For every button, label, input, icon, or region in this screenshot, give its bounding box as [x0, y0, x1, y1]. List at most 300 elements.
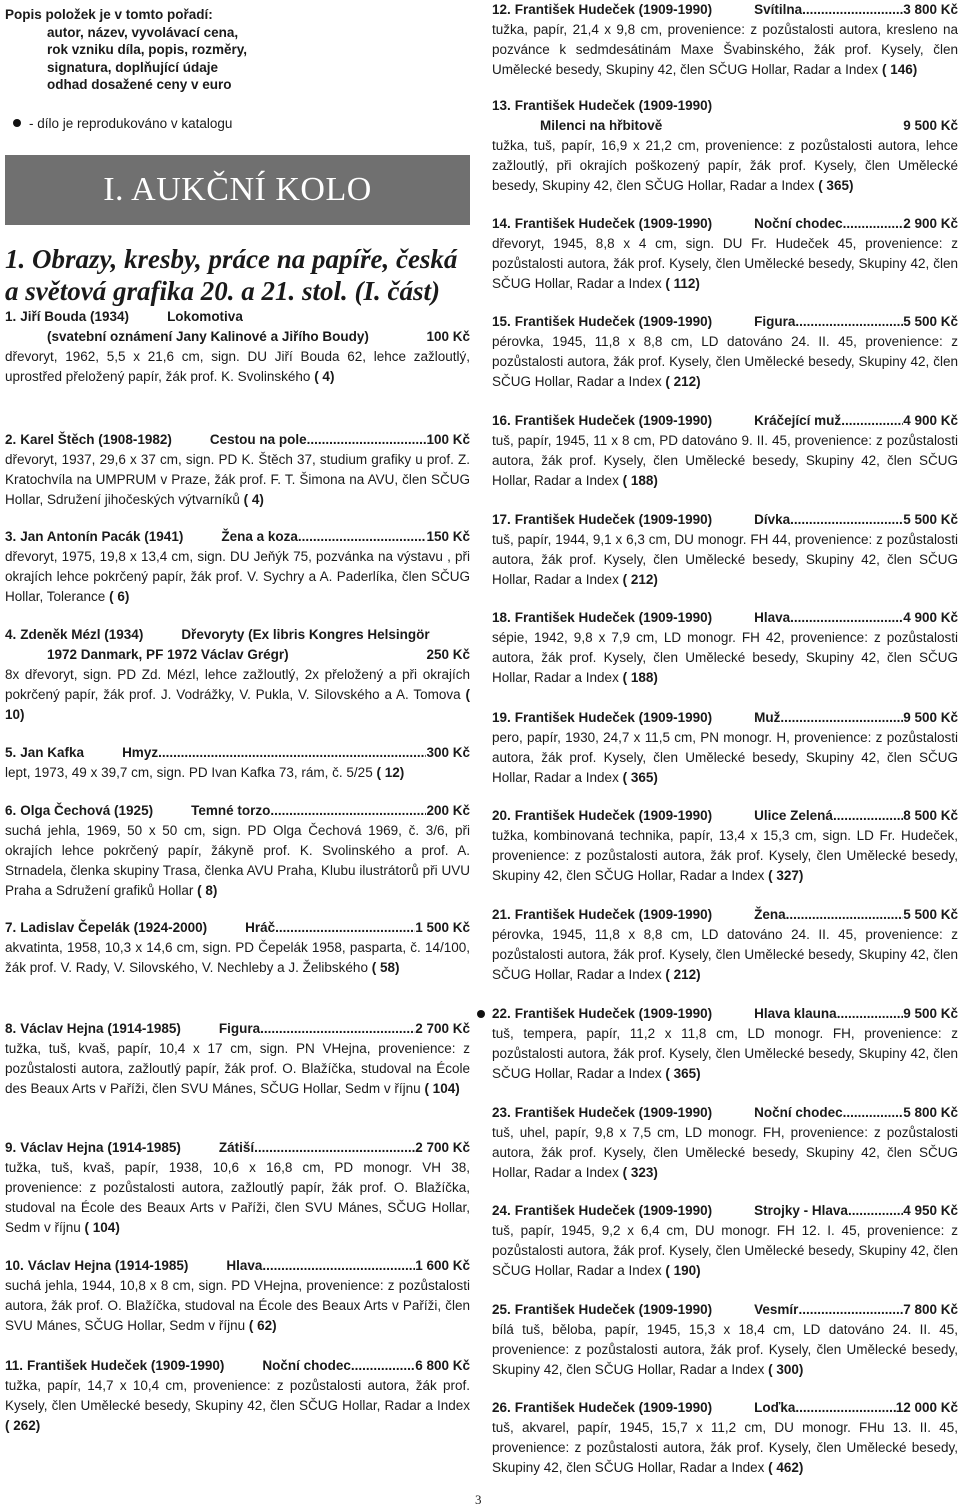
leader-dots: [841, 411, 903, 431]
lot-entry: [492, 312, 958, 392]
lot-description: [492, 1024, 958, 1084]
lot-description: [5, 547, 470, 607]
lot-entry: [492, 806, 958, 886]
lot-heading: [5, 801, 470, 821]
lot-number: 1.: [5, 309, 17, 324]
lot-description-text: akvatinta, 1958, 10,3 x 14,6 cm, sign. PD Čepelák 1958, pasparta, č. 14/100, žák prof. V. Rady, V. Silovského, V. Nechleby a J. Želibského: [5, 940, 470, 975]
lot-description-text: sépie, 1942, 9,8 x 7,9 cm, LD monogr. FH 42, provenience: z pozůstalosti autora, žák prof. Kysely, člen Umělecké besedy, Skupiny 42, člen SČUG Hollar, Radar a Index: [492, 630, 958, 685]
lot-entry: [5, 918, 470, 978]
lot-number: 2.: [5, 432, 17, 447]
spacer: [712, 1103, 754, 1123]
lot-author: František Hudeček (1909-1990): [514, 413, 713, 428]
lot-number: 14.: [492, 216, 511, 231]
lot-description: [492, 530, 958, 590]
lot-title: Žena a koza: [221, 529, 298, 544]
lot-heading: [5, 1356, 470, 1376]
lot-number: 12.: [492, 2, 511, 17]
lot-entry: [5, 527, 470, 607]
lot-number: 5.: [5, 745, 17, 760]
lot-description-text: tužka, papír, 14,7 x 10,4 cm, provenience: z pozůstalosti autora, žák prof. Kysely, člen Umělecké besedy, Skupiny 42, člen SČUG Hollar, Radar a Index: [5, 1378, 470, 1413]
intro-line: odhad dosažené ceny v euro: [47, 77, 232, 92]
lot-subtitle-text: Milenci na hřbitově: [540, 118, 663, 133]
leader-dots: [837, 1004, 904, 1024]
lot-heading: [492, 708, 958, 728]
lot-heading: [5, 918, 470, 938]
lot-title: Žena: [754, 907, 786, 922]
lot-description: [5, 763, 470, 783]
spacer: [183, 527, 221, 547]
lot-heading: [492, 510, 958, 530]
lot-price: 3 800 Kč: [903, 2, 958, 17]
lot-description-text: tuš, papír, 1944, 9,1 x 6,3 cm, DU monogr. FH 44, provenience: z pozůstalosti autora, žák prof. Kysely, člen Umělecké besedy, Skupiny 42, člen SČUG Hollar, Radar a Index: [492, 532, 958, 587]
lot-subtitle-text: (svatební oznámení Jany Kalinové a Jiřího Boudy): [47, 329, 369, 344]
lot-description: [492, 628, 958, 688]
lot-author: František Hudeček (1909-1990): [514, 907, 713, 922]
lot-estimate: ( 12): [376, 765, 405, 780]
lot-description: [5, 347, 470, 387]
page-number: 3: [475, 1492, 482, 1507]
lot-description: [5, 1276, 470, 1336]
lot-author: Jiří Bouda (1934): [20, 309, 130, 324]
lot-author: František Hudeček (1909-1990): [514, 610, 713, 625]
lot-author: František Hudeček (1909-1990): [514, 1006, 713, 1021]
lot-number: 23.: [492, 1105, 511, 1120]
lot-number: 16.: [492, 413, 511, 428]
lot-title: Cestou na pole: [209, 432, 307, 447]
lot-estimate: ( 190): [665, 1263, 701, 1278]
lot-number: 11.: [5, 1358, 24, 1373]
lot-heading: [492, 806, 958, 826]
lot-subtitle: [5, 327, 470, 347]
lot-description-text: tuš, papír, 1945, 11 x 8 cm, PD datováno 9. II. 45, provenience: z pozůstalosti autora, žák prof. Kysely, člen Umělecké besedy, Skupiny 42, člen SČUG Hollar, Radar a Index: [492, 433, 958, 488]
lot-number: 26.: [492, 1400, 511, 1415]
lot-description-text: lept, 1973, 49 x 39,7 cm, sign. PD Ivan Kafka 73, rám, č. 5/25: [5, 765, 373, 780]
lot-title: Temné torzo: [191, 803, 271, 818]
lot-author: František Hudeček (1909-1990): [514, 98, 713, 113]
lot-heading: [5, 307, 470, 327]
leader-dots: [158, 743, 426, 763]
leader-dots: [270, 801, 426, 821]
lot-entry: [492, 708, 958, 788]
spacer: [712, 1004, 754, 1024]
lot-title: Noční chodec: [262, 1358, 351, 1373]
spacer: [712, 312, 754, 332]
lot-number: 10.: [5, 1258, 24, 1273]
lot-description-text: dřevoryt, 1937, 29,6 x 37 cm, sign. PD K. Štěch 37, studium grafiky u prof. Z. Kratochvíla na UMPRUM v Praze, žák prof. F. T. Šimona na AVU, člen SČUG Hollar, Sdružení jihočeských výtvarníků: [5, 452, 470, 507]
lot-heading: [492, 1398, 958, 1418]
lot-description: [5, 1039, 470, 1099]
lot-title: Svítilna: [754, 2, 803, 17]
lot-entry: [5, 430, 470, 510]
lot-title: Noční chodec: [754, 1105, 843, 1120]
lot-description-text: suchá jehla, 1969, 50 x 50 cm, sign. PD Olga Čechová 1969, č. 3/6, při okrajích lehce pokrčený papír, žákyně prof. K. Svolinského a prof. A. Strnadela, členka skupiny Trasa, členka AVU Praha, Klubu ilustrátorů při UVU Praha a Sdružení grafiků Hollar: [5, 823, 470, 898]
lot-author: Jan Kafka: [20, 745, 85, 760]
lot-price: 4 900 Kč: [903, 610, 958, 625]
lot-heading: [492, 0, 958, 20]
lot-price: 9 500 Kč: [903, 1006, 958, 1021]
lot-estimate: ( 10): [5, 687, 470, 722]
lot-description: [5, 450, 470, 510]
lot-description-text: 8x dřevoryt, sign. PD Zd. Mézl, lehce zažloutlý, 2x přeložený a při okrajích pokrčený papír, žák prof. J. Vodrážky, V. Pukla, V. Silovského a A. Tomova: [5, 667, 470, 702]
lot-estimate: ( 365): [665, 1066, 701, 1081]
lot-description: [5, 665, 470, 725]
lot-title: Kráčející muž: [754, 413, 842, 428]
lot-title: Muž: [754, 710, 781, 725]
spacer: [712, 806, 754, 826]
leader-dots: [843, 1103, 904, 1123]
leader-dots: [262, 1256, 415, 1276]
spacer: [153, 801, 191, 821]
lot-subtitle: [492, 116, 958, 136]
order-description: [5, 6, 470, 94]
lot-entry: [5, 743, 470, 783]
spacer: [712, 708, 754, 728]
lot-title: Strojky - Hlava: [754, 1203, 848, 1218]
lot-description: [492, 1418, 958, 1478]
lot-number: 24.: [492, 1203, 511, 1218]
leader-dots: [790, 510, 903, 530]
lot-description-text: suchá jehla, 1944, 10,8 x 8 cm, sign. PD VHejna, provenience: z pozůstalosti autora, žák prof. O. Blažíčka, studoval na École des Beaux Arts v Paříži, člen SVU Mánes, SČUG Hollar, Sedm v říjnu: [5, 1278, 470, 1333]
lot-description: [5, 1376, 470, 1436]
lot-heading: [5, 625, 470, 645]
lot-heading: [492, 1201, 958, 1221]
lot-number: 15.: [492, 314, 511, 329]
spacer: [84, 743, 122, 763]
lot-author: Karel Štěch (1908-1982): [20, 432, 172, 447]
lot-estimate: ( 4): [243, 492, 264, 507]
lot-price: 5 800 Kč: [903, 1105, 958, 1120]
lot-estimate: ( 212): [622, 572, 658, 587]
lot-price: 2 700 Kč: [415, 1140, 470, 1155]
lot-estimate: ( 262): [5, 1418, 41, 1433]
spacer: [181, 1019, 219, 1039]
leader-dots: [369, 327, 427, 347]
lot-author: František Hudeček (1909-1990): [27, 1358, 225, 1373]
lot-number: 9.: [5, 1140, 17, 1155]
leader-dots: [662, 116, 903, 136]
lot-price: 6 800 Kč: [415, 1358, 470, 1373]
lot-description-text: tužka, papír, 21,4 x 9,8 cm, provenience: z pozůstalosti autora, kresleno na pozvánce k sedmdesátinám Maxe Švabinského, žák prof. Kysely, člen Umělecké besedy, Skupiny 42, člen SČUG Hollar, Radar a Index: [492, 22, 958, 77]
lot-heading: [492, 608, 958, 628]
lot-description-text: pero, papír, 1930, 24,7 x 11,5 cm, PN monogr. H, provenience: z pozůstalosti autora, žák prof. Kysely, člen Umělecké besedy, Skupiny 42, člen SČUG Hollar, Radar a Index: [492, 730, 958, 785]
lot-description-text: pérovka, 1945, 11,8 x 8,8 cm, LD datováno 24. II. 45, provenience: z pozůstalosti autora, žák prof. Kysely, člen Umělecké besedy, Skupiny 42, člen SČUG Hollar, Radar a Index: [492, 927, 958, 982]
lot-entry: [5, 625, 470, 725]
lot-description-text: tuš, papír, 1945, 9,2 x 6,4 cm, DU monogr. FH 12. I. 45, provenience: z pozůstalosti autora, žák prof. Kysely, člen Umělecké besedy, Skupiny 42, člen SČUG Hollar, Radar a Index: [492, 1223, 958, 1278]
left-column: [5, 0, 470, 1433]
spacer: [224, 1356, 262, 1376]
lot-author: Václav Hejna (1914-1985): [27, 1258, 189, 1273]
lot-estimate: ( 300): [768, 1362, 804, 1377]
lot-estimate: ( 62): [248, 1318, 277, 1333]
spacer: [181, 1138, 219, 1158]
lot-author: František Hudeček (1909-1990): [514, 1203, 713, 1218]
lot-author: Zdeněk Mézl (1934): [20, 627, 144, 642]
lot-heading: [5, 1256, 470, 1276]
lot-heading: [492, 1103, 958, 1123]
lot-author: František Hudeček (1909-1990): [514, 2, 713, 17]
lot-title: Figura: [218, 1021, 261, 1036]
lot-estimate: ( 104): [424, 1081, 460, 1096]
lot-entry: [5, 1356, 470, 1436]
auction-round-banner: I. AUKČNÍ KOLO: [5, 155, 470, 225]
lot-price: 100 Kč: [426, 329, 470, 344]
spacer: [712, 214, 754, 234]
lot-number: 20.: [492, 808, 511, 823]
lot-entry: [492, 608, 958, 688]
lot-description-text: dřevoryt, 1962, 5,5 x 21,6 cm, sign. DU Jiří Bouda 62, lehce zažloutlý, uprostřed přeložený papír, žák prof. K. Svolinského: [5, 349, 470, 384]
lot-entry: [5, 801, 470, 901]
lot-description-text: bílá tuš, běloba, papír, 1945, 15,3 x 18,4 cm, LD datováno 24. II. 45, provenience: z pozůstalosti autora, žák prof. Kysely, člen Umělecké besedy, Skupiny 42, člen SČUG Hollar, Radar a Index: [492, 1322, 958, 1377]
lot-description-text: dřevoryt, 1945, 8,8 x 4 cm, sign. DU Fr. Hudeček 45, provenience: z pozůstalosti autora, žák prof. Kysely, člen Umělecké besedy, Skupiny 42, člen SČUG Hollar, Radar a Index: [492, 236, 958, 291]
lot-estimate: ( 8): [197, 883, 218, 898]
lot-author: František Hudeček (1909-1990): [514, 1302, 713, 1317]
lot-description-text: tužka, tuš, kvaš, papír, 10,4 x 17 cm, sign. PN VHejna, provenience: z pozůstalosti autora, zažloutlý papír, žák prof. O. Blažíčka, studoval na École des Beaux Arts v Paříži, člen SVU Mánes, SČUG Hollar, Sedm v říjnu: [5, 1041, 470, 1096]
lot-author: František Hudeček (1909-1990): [514, 512, 713, 527]
lot-heading: [5, 1019, 470, 1039]
lot-author: František Hudeček (1909-1990): [514, 808, 713, 823]
lot-description: [492, 925, 958, 985]
lot-description: [5, 1158, 470, 1238]
lot-number: 7.: [5, 920, 17, 935]
lot-estimate: ( 104): [84, 1220, 120, 1235]
lot-estimate: ( 58): [371, 960, 400, 975]
lot-heading: [492, 411, 958, 431]
lot-author: František Hudeček (1909-1990): [514, 1400, 713, 1415]
spacer: [712, 608, 754, 628]
leader-dots: [843, 214, 904, 234]
lot-price: 2 700 Kč: [415, 1021, 470, 1036]
intro-line: signatura, doplňující údaje: [47, 59, 219, 75]
lot-estimate: ( 212): [665, 967, 701, 982]
lot-price: 300 Kč: [426, 745, 470, 760]
lot-entry: [492, 1201, 958, 1281]
lot-number: 4.: [5, 627, 17, 642]
lot-description: [492, 136, 958, 196]
lot-author: Jan Antonín Pacák (1941): [20, 529, 184, 544]
reproduced-bullet-icon: [477, 1010, 485, 1018]
lot-title: Dívka: [754, 512, 791, 527]
lot-price: 9 500 Kč: [903, 710, 958, 725]
lot-heading: [492, 214, 958, 234]
lot-title: Hlava: [754, 610, 791, 625]
lot-price: 5 500 Kč: [903, 314, 958, 329]
lot-price: 1 600 Kč: [415, 1258, 470, 1273]
lot-heading: [492, 1004, 958, 1024]
bullet-icon: [13, 119, 21, 127]
lot-entry: [492, 1103, 958, 1183]
section-title: 1. Obrazy, kresby, práce na papíře, česká a světová grafika 20. a 21. stol. (I. část): [5, 243, 458, 306]
lot-estimate: ( 323): [622, 1165, 658, 1180]
intro-heading: Popis položek je v tomto pořadí:: [5, 7, 213, 22]
lot-price: 1 500 Kč: [415, 920, 470, 935]
lot-entry: [492, 0, 958, 80]
lot-author: Václav Hejna (1914-1985): [20, 1140, 181, 1155]
lot-estimate: ( 365): [818, 178, 854, 193]
lot-estimate: ( 4): [314, 369, 335, 384]
lot-description-text: tuš, akvarel, papír, 1945, 15,7 x 11,2 cm, DU monogr. FHu 13. II. 45, provenience: z pozůstalosti autora, žák prof. Kysely, člen Umělecké besedy, Skupiny 42, člen SČUG Hollar, Radar a Index: [492, 1420, 958, 1475]
lot-price: 7 800 Kč: [903, 1302, 958, 1317]
lot-number: 8.: [5, 1021, 17, 1036]
leader-dots: [833, 806, 903, 826]
leader-dots: [780, 708, 903, 728]
lot-entry: [5, 307, 470, 387]
intro-line: rok vzniku díla, popis, rozměry,: [47, 42, 248, 57]
lot-description: [492, 234, 958, 294]
lot-estimate: ( 112): [665, 276, 700, 291]
spacer: [712, 510, 754, 530]
lot-number: 18.: [492, 610, 511, 625]
spacer: [712, 1398, 754, 1418]
lot-author: František Hudeček (1909-1990): [514, 710, 713, 725]
lot-description-text: tuš, tempera, papír, 11,2 x 11,8 cm, LD monogr. FH, provenience: z pozůstalosti autora, žák prof. Kysely, člen Umělecké besedy, Skupiny 42, člen SČUG Hollar, Radar a Index: [492, 1026, 958, 1081]
lot-number: 3.: [5, 529, 17, 544]
lot-entry: [492, 510, 958, 590]
spacer: [712, 1300, 754, 1320]
leader-dots: [254, 1138, 415, 1158]
lot-estimate: ( 188): [622, 670, 658, 685]
lot-description-text: tužka, tuš, kvaš, papír, 1938, 10,6 x 16,8 cm, PD monogr. VH 38, provenience: z pozůstalosti autora, zažloutlý papír, žák prof. O. Blažíčka, studoval na École des Beaux Arts v Paříži, člen SVU Mánes, SČUG Hollar, Sedm v říjnu: [5, 1160, 470, 1235]
lot-price: 9 500 Kč: [903, 118, 958, 133]
lot-estimate: ( 365): [622, 770, 658, 785]
leader-dots: [798, 1300, 903, 1320]
lot-description: [492, 1123, 958, 1183]
lot-entry: [492, 411, 958, 491]
lot-estimate: ( 462): [768, 1460, 804, 1475]
lot-number: 6.: [5, 803, 17, 818]
lot-price: 4 950 Kč: [903, 1203, 958, 1218]
intro-line: autor, název, vyvolávací cena,: [47, 24, 239, 40]
lot-price: 5 500 Kč: [903, 512, 958, 527]
lot-price: 12 000 Kč: [895, 1400, 958, 1415]
lot-description: [492, 1320, 958, 1380]
lot-subtitle-text: 1972 Danmark, PF 1972 Václav Grégr): [47, 647, 289, 662]
lot-estimate: ( 6): [109, 589, 130, 604]
lot-subtitle: [5, 645, 470, 665]
leader-dots: [795, 312, 903, 332]
leader-dots: [275, 918, 415, 938]
lot-author: Olga Čechová (1925): [20, 803, 154, 818]
lot-entry: [492, 1004, 958, 1084]
spacer: [712, 1201, 754, 1221]
lot-price: 4 900 Kč: [903, 413, 958, 428]
lot-description-text: tužka, tuš, papír, 16,9 x 21,2 cm, provenience: z pozůstalosti autora, lehce zažloutlý, při okrajích poškozený papír, žák prof. Kysely, člen Umělecké besedy, Skupiny 42, člen SČUG Hollar, Radar a Index: [492, 138, 958, 193]
lot-heading: [492, 96, 958, 116]
lot-entry: [5, 1019, 470, 1099]
lot-title: Noční chodec: [754, 216, 843, 231]
lot-number: 22.: [492, 1006, 511, 1021]
lot-entry: [492, 1300, 958, 1380]
lot-title: Figura: [754, 314, 796, 329]
lot-description-text: dřevoryt, 1975, 19,8 x 13,4 cm, sign. DU Jeňýk 75, pozvánka na výstavu , při okrajích lehce pokrčený papír, žák prof. V. Sychry a A. Paderlíka, člen SČUG Hollar, Tolerance: [5, 549, 470, 604]
lot-title: Loďka: [754, 1400, 796, 1415]
lot-heading: [492, 905, 958, 925]
lot-heading: [492, 312, 958, 332]
lot-heading: [5, 527, 470, 547]
lot-description: [492, 826, 958, 886]
lot-author: František Hudeček (1909-1990): [514, 1105, 713, 1120]
lot-entry: [492, 96, 958, 196]
lot-price: 250 Kč: [426, 647, 470, 662]
leader-dots: [786, 905, 904, 925]
lot-estimate: ( 327): [768, 868, 804, 883]
lot-description: [5, 938, 470, 978]
leader-dots: [351, 1356, 415, 1376]
spacer: [712, 411, 754, 431]
lot-title: Dřevoryty (Ex libris Kongres Helsingör: [181, 627, 430, 642]
lot-description: [492, 431, 958, 491]
lot-author: Václav Hejna (1914-1985): [20, 1021, 181, 1036]
lot-heading: [5, 430, 470, 450]
lot-description: [492, 1221, 958, 1281]
lot-number: 21.: [492, 907, 511, 922]
lot-title: Vesmír: [754, 1302, 799, 1317]
leader-dots: [307, 430, 427, 450]
lot-title: Ulice Zelená: [754, 808, 833, 823]
spacer: [172, 430, 210, 450]
lot-title: Hráč: [245, 920, 276, 935]
lot-title: Hlava klauna: [754, 1006, 837, 1021]
leader-dots: [848, 1201, 903, 1221]
lot-title: Zátiší: [218, 1140, 255, 1155]
lot-description-text: tužka, kombinovaná technika, papír, 13,4 x 15,3 cm, sign. LD Fr. Hudeček, provenience: z pozůstalosti autora, žák prof. Kysely, člen Umělecké besedy, Skupiny 42, člen SČUG Hollar, Radar a Index: [492, 828, 958, 883]
lot-title: Lokomotiva: [167, 309, 243, 324]
lot-description: [5, 821, 470, 901]
lot-number: 19.: [492, 710, 511, 725]
leader-dots: [790, 608, 903, 628]
leader-dots: [802, 0, 903, 20]
leader-dots: [289, 645, 427, 665]
lot-description: [492, 728, 958, 788]
lot-title: Hlava: [226, 1258, 263, 1273]
lot-price: 150 Kč: [426, 529, 470, 544]
leader-dots: [298, 527, 427, 547]
spacer: [188, 1256, 226, 1276]
lot-entry: [492, 905, 958, 985]
lot-price: 8 500 Kč: [903, 808, 958, 823]
legend-text: - dílo je reprodukováno v katalogu: [29, 115, 233, 131]
spacer: [712, 905, 754, 925]
lot-estimate: ( 212): [665, 374, 701, 389]
lot-price: 100 Kč: [426, 432, 470, 447]
lot-estimate: ( 146): [881, 62, 918, 77]
lot-number: 13.: [492, 98, 511, 113]
lot-description: [492, 20, 958, 80]
spacer: [712, 0, 754, 20]
lot-entry: [492, 1398, 958, 1478]
lot-heading: [5, 743, 470, 763]
lot-author: Ladislav Čepelák (1924-2000): [20, 920, 208, 935]
spacer: [129, 307, 167, 327]
lot-entry: [492, 214, 958, 294]
lot-number: 17.: [492, 512, 511, 527]
lot-price: 5 500 Kč: [903, 907, 958, 922]
lot-entry: [5, 1138, 470, 1238]
leader-dots: [795, 1398, 895, 1418]
lot-author: František Hudeček (1909-1990): [514, 314, 713, 329]
lot-heading: [492, 1300, 958, 1320]
lot-heading: [5, 1138, 470, 1158]
lot-description-text: pérovka, 1945, 11,8 x 8,8 cm, LD datováno 24. II. 45, provenience: z pozůstalosti autora, žák prof. Kysely, člen Umělecké besedy, Skupiny 42, člen SČUG Hollar, Radar a Index: [492, 334, 958, 389]
leader-dots: [260, 1019, 415, 1039]
lot-description: [492, 332, 958, 392]
spacer: [143, 625, 181, 645]
lot-estimate: ( 188): [622, 473, 658, 488]
lot-price: 200 Kč: [426, 803, 470, 818]
lot-description-text: tuš, uhel, papír, 9,8 x 7,5 cm, LD monogr. FH, provenience: z pozůstalosti autora, žák prof. Kysely, člen Umělecké besedy, Skupiny 42, člen SČUG Hollar, Radar a Index: [492, 1125, 958, 1180]
lot-author: František Hudeček (1909-1990): [514, 216, 713, 231]
lot-title: Hmyz: [122, 745, 159, 760]
lot-price: 2 900 Kč: [903, 216, 958, 231]
